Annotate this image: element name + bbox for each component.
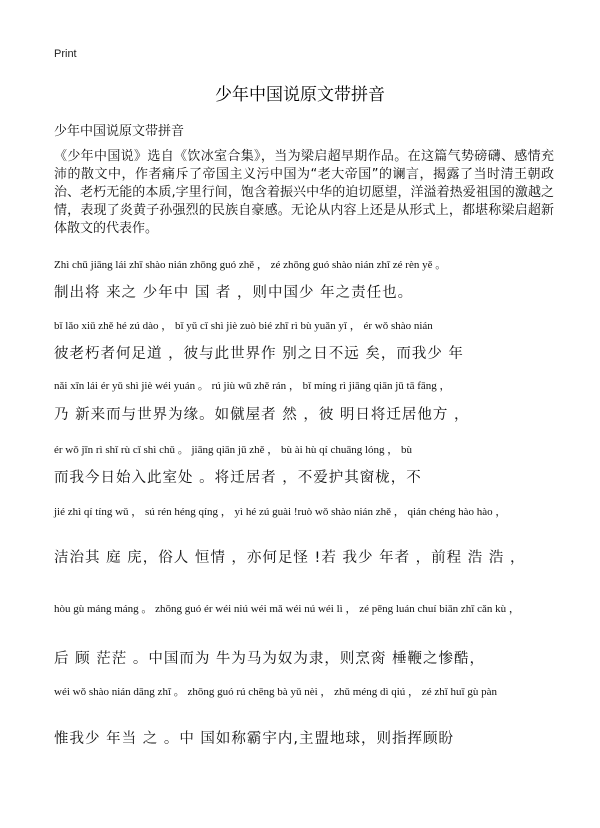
intro-paragraph: 《少年中国说》选自《饮冰室合集》，当为梁启超早期作品。在这篇气势磅礴、感情充沛的散文中，作者痛斥了帝国主义污中国为“老大帝国”的谰言，揭露了当时清王朝政治、老朽无能的本质,字里行间，饱含着振兴中华的迫切愿望，洋溢着热爱祖国的激越之情，表现了炎黄子孙强烈的民族自豪感。无论从内容上还是从形式上，都堪称梁启超新体散文的代表作。: [54, 149, 554, 236]
pinyin-line-1: Zhì chū jiāng lái zhī shào nián zhōng guó zhě ， zé zhōng guó shào nián zhī zé rèn yě 。: [54, 259, 447, 271]
hanzi-line-4: 而我今日始入此室处 。将迁居者 ，不爱护其窗栊，不: [54, 470, 422, 486]
pinyin-line-7: wéi wǒ shào nián dāng zhī 。 zhōng guó rú chēng bà yǔ nèi ， zhǔ méng dì qiú ， zé zhǐ huī gù pàn: [54, 686, 497, 698]
hanzi-line-1: 制出将 来之 少年中 国 者 ，则中国少 年之责任也。: [54, 285, 414, 301]
hanzi-line-7: 惟我少 年当 之 。中 国如称霸宇内,主盟地球，则指挥顾盼: [54, 731, 455, 747]
print-label: Print: [54, 48, 77, 60]
page-title: 少年中国说原文带拼音: [215, 85, 385, 105]
pinyin-line-4: ér wǒ jīn rì shǐ rù cǐ shì chǔ 。 jiāng qiān jū zhě ， bù ài hù qí chuāng lóng ， bù: [54, 444, 413, 456]
article-subtitle: 少年中国说原文带拼音: [54, 124, 185, 139]
pinyin-line-3: nǎi xīn lái ér yǔ shì jiè wéi yuán 。 rú jiù wū zhě rán ， bǐ míng rì jiāng qiān jū tā fāng ，: [54, 380, 451, 392]
hanzi-line-2: 彼老朽者何足道 ，彼与此世界作 别之日不远 矣，而我少 年: [54, 346, 464, 362]
hanzi-line-6: 后 顾 茫茫 。中国而为 牛为马为奴为隶，则烹脔 棰鞭之惨酷，: [54, 651, 486, 667]
pinyin-line-2: bǐ lǎo xiǔ zhě hé zú dào ， bǐ yǔ cǐ shì jiè zuò bié zhī rì bù yuǎn yǐ ， ér wǒ shào nián: [54, 320, 433, 332]
hanzi-line-3: 乃 新来而与世界为缘。如僦屋者 然 ，彼 明日将迁居他方 ，: [54, 407, 470, 423]
pinyin-line-5: jié zhì qí tíng wǔ ， sú rén héng qíng ， yì hé zú guài !ruò wǒ shào nián zhě ， qián chéng hào hào ，: [54, 506, 507, 518]
hanzi-line-5: 洁治其 庭 庑，俗人 恒情 ，亦何足怪 !若 我少 年者 ，前程 浩 浩 ，: [54, 550, 526, 566]
pinyin-line-6: hòu gù máng máng 。 zhōng guó ér wéi niú wéi mǎ wéi nú wéi lì ， zé pēng luán chuí biān zhī cǎn kù ，: [54, 603, 520, 615]
